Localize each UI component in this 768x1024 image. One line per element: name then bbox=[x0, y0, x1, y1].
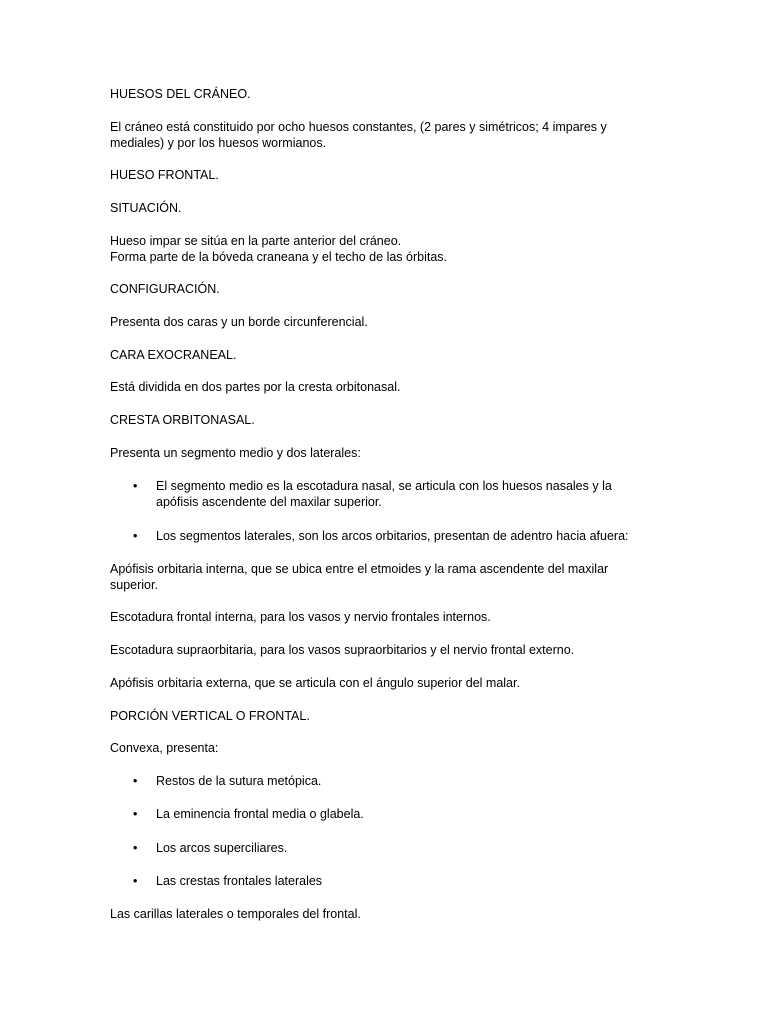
list-item: Los segmentos laterales, son los arcos orbitarios, presentan de adentro hacia afuera: bbox=[156, 529, 629, 543]
paragraph-escotadura-frontal: Escotadura frontal interna, para los vasos y nervio frontales internos. bbox=[110, 610, 491, 624]
paragraph-situacion-line-2: Forma parte de la bóveda craneana y el techo de las órbitas. bbox=[110, 250, 448, 264]
heading-configuracion: CONFIGURACIÓN. bbox=[110, 282, 220, 296]
paragraph-situacion-line-1: Hueso impar se sitúa en la parte anterior del cráneo. bbox=[110, 234, 402, 248]
paragraph-cara-exocraneal: Está dividida en dos partes por la cresta orbitonasal. bbox=[110, 380, 401, 394]
heading-hueso-frontal: HUESO FRONTAL. bbox=[110, 168, 219, 182]
bullet-marker: • bbox=[133, 529, 138, 543]
paragraph-apofisis-externa: Apófisis orbitaria externa, que se articula con el ángulo superior del malar. bbox=[110, 676, 520, 690]
list-item: La eminencia frontal media o glabela. bbox=[156, 807, 364, 821]
paragraph-carillas: Las carillas laterales o temporales del frontal. bbox=[110, 907, 361, 921]
paragraph-escotadura-supraorbitaria: Escotadura supraorbitaria, para los vasos supraorbitarios y el nervio frontal externo. bbox=[110, 643, 575, 657]
heading-situacion: SITUACIÓN. bbox=[110, 201, 182, 215]
bullet-marker: • bbox=[133, 807, 138, 821]
list-item: El segmento medio es la escotadura nasal, se articula con los huesos nasales y la apófisis ascendente del maxilar superior. bbox=[156, 479, 612, 509]
document-title: HUESOS DEL CRÁNEO. bbox=[110, 87, 251, 101]
list-item: Restos de la sutura metópica. bbox=[156, 774, 322, 788]
paragraph-configuracion: Presenta dos caras y un borde circunferencial. bbox=[110, 315, 368, 329]
heading-porcion-vertical: PORCIÓN VERTICAL O FRONTAL. bbox=[110, 709, 310, 723]
bullet-marker: • bbox=[133, 874, 138, 888]
paragraph-cresta-orbitonasal: Presenta un segmento medio y dos laterales: bbox=[110, 446, 361, 460]
list-item: Las crestas frontales laterales bbox=[156, 874, 323, 888]
paragraph-convexa: Convexa, presenta: bbox=[110, 741, 219, 755]
paragraph-apofisis-interna: Apófisis orbitaria interna, que se ubica entre el etmoides y la rama ascendente del maxilar superior. bbox=[110, 562, 609, 592]
list-item: Los arcos superciliares. bbox=[156, 841, 288, 855]
heading-cresta-orbitonasal: CRESTA ORBITONASAL. bbox=[110, 413, 255, 427]
paragraph-intro: El cráneo está constituido por ocho huesos constantes, (2 pares y simétricos; 4 impares y mediales) y por los huesos wormianos. bbox=[110, 120, 607, 150]
heading-cara-exocraneal: CARA EXOCRANEAL. bbox=[110, 348, 237, 362]
bullet-marker: • bbox=[133, 479, 138, 493]
bullet-marker: • bbox=[133, 774, 138, 788]
bullet-marker: • bbox=[133, 841, 138, 855]
